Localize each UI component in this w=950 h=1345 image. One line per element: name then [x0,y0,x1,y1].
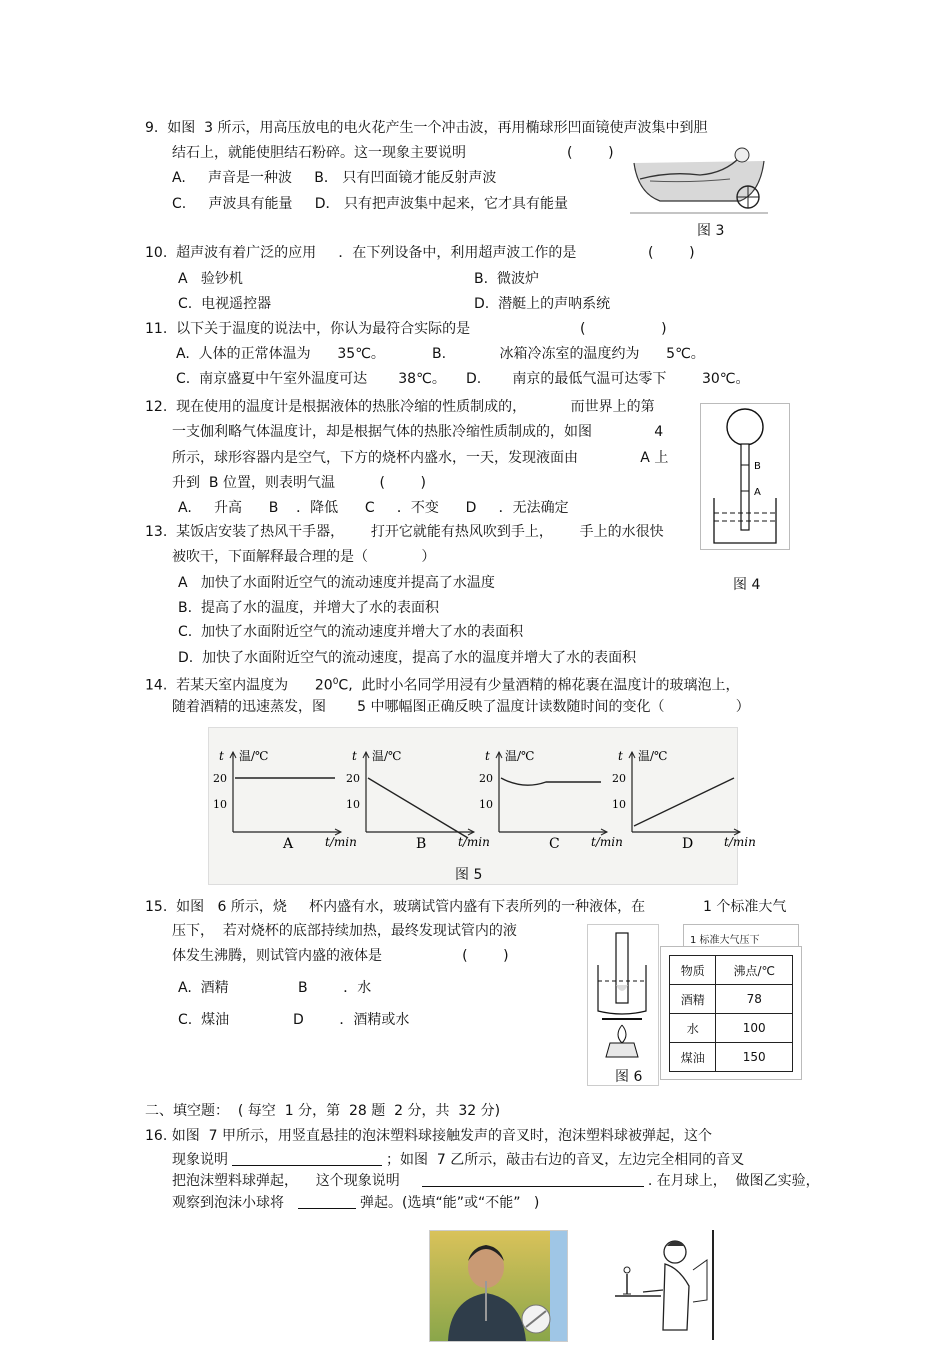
chart-t-label: t [219,749,224,763]
q9-line1: 9. 如图 3 所示，用高压放电的电火花产生一个冲击波，再用椭球形凹面镜使声波集中到胆 [145,120,708,136]
table-cell: 78 [716,985,793,1014]
chart-tick-label: 10 [612,798,626,811]
chart-tick-label: 10 [479,798,493,811]
q9-answer-paren: ( ) [567,145,614,161]
q16-blank-3[interactable] [298,1194,356,1209]
table-cell: 100 [716,1014,793,1043]
q16-blank-2[interactable] [422,1172,644,1187]
q12-line2: 一支伽利略气体温度计，却是根据气体的热胀冷缩性质制成的，如图 4 [172,424,664,440]
q16-line4: 观察到泡沫小球将 弹起。(选填“能”或“不能” ) [172,1195,540,1211]
q15-line2: 压下， 若对烧杯的底部持续加热，最终发现试管内的液 [172,923,517,939]
q10-option-a: A 验钞机 [178,271,243,287]
q16-line2: 现象说明 ；如图 7 乙所示，敲击右边的音叉，左边完全相同的音叉 [172,1152,745,1168]
q9-line2: 结石上，就能使胆结石粉碎。这一现象主要说明 [172,145,466,161]
q12-label-b: B [754,461,761,472]
q11-line1: 11. 以下关于温度的说法中，你认为最符合实际的是 [145,321,471,337]
boiling-point-table [669,955,793,1072]
chart-tick-label: 10 [213,798,227,811]
table-cell: 酒精 [670,985,716,1014]
chart-letter-label: A [283,836,294,852]
figure-3-caption: 图 3 [697,223,725,239]
chart-y-label: 温/℃ [239,749,269,763]
q12-line3: 所示，球形容器内是空气，下方的烧杯内盛水，一天，发现液面由 A 上 [172,450,669,466]
chart-y-label: 温/℃ [505,749,535,763]
q10-line1: 10. 超声波有着广泛的应用 ．在下列设备中，利用超声波工作的是 [145,245,577,261]
q10-option-d: D. 潜艇上的声呐系统 [474,296,611,312]
q9-options-ab: A. 声音是一种波 B． 只有凹面镜才能反射声波 [172,170,497,186]
q16-line3: 把泡沫塑料球弹起， 这个现象说明 . 在月球上， 做图乙实验， [172,1173,820,1189]
q15-option-a: A. 酒精 [178,980,229,996]
chart-t-label: t [485,749,490,763]
q15-option-d: D ．酒精或水 [293,1012,410,1028]
q12-label-a: A [754,487,761,498]
table-header-substance: 物质 [670,956,716,985]
boiling-point-table-box [660,946,802,1080]
figure-6-apparatus [587,924,659,1086]
table-cell: 煤油 [670,1043,716,1072]
boiling-point-table-title-box [683,924,799,947]
figure-3-bathtub-image [630,143,768,215]
figure-5-caption: 图 5 [455,867,483,883]
figure-4-caption: 图 4 [733,577,761,593]
q13-line2: 被吹干，下面解释最合理的是（ ） [172,549,436,565]
q13-option-c: C. 加快了水面附近空气的流动速度并增大了水的表面积 [178,624,524,640]
chart-tick-label: 20 [213,772,227,785]
q13-option-d: D. 加快了水面附近空气的流动速度，提高了水的温度并增大了水的表面积 [178,650,637,666]
q13-option-a: A 加快了水面附近空气的流动速度并提高了水温度 [178,575,495,591]
q10-option-c: C. 电视遥控器 [178,296,272,312]
chart-letter-label: D [682,836,694,852]
chart-series-line [501,778,601,785]
q11-option-a: A. 人体的正常体温为 35℃。 [176,346,385,362]
boiling-point-table-title: 1 标准大气压下 [690,935,760,946]
table-cell: 150 [716,1043,793,1072]
q15-option-c: C. 煤油 [178,1012,230,1028]
section-2-heading: 二、填空题： ( 每空 1 分，第 28 题 2 分，共 32 分) [145,1103,501,1119]
q11-answer-paren: ( ) [580,321,667,337]
q16-line1: 16. 如图 7 甲所示，用竖直悬挂的泡沫塑料球接触发声的音叉时，泡沫塑料球被弹起，这个 [145,1128,712,1144]
q11-option-b: B. 冰箱冷冻室的温度约为 5℃。 [432,346,705,362]
chart-x-label: t/min [591,835,623,849]
chart-series-line [634,778,734,826]
table-header-boiling-point: 沸点/℃ [716,956,793,985]
q13-line1: 13. 某饭店安装了热风干手器， 打开它就能有热风吹到手上， 手上的水很快 [145,524,664,540]
q15-option-b: B ．水 [298,980,372,996]
q10-answer-paren: ( ) [648,245,695,261]
chart-y-label: 温/℃ [372,749,402,763]
chart-tick-label: 20 [612,772,626,785]
q12-line1: 12. 现在使用的温度计是根据液体的热胀冷缩的性质制成的， 而世界上的第 [145,399,655,415]
q9-options-cd: C. 声波具有能量 D． 只有把声波集中起来，它才具有能量 [172,196,568,212]
chart-t-label: t [618,749,623,763]
figure-6-caption: 图 6 [615,1069,643,1085]
table-row [670,1043,793,1072]
q10-option-b: B. 微波炉 [474,271,539,287]
chart-series-line [368,778,468,838]
table-row [670,985,793,1014]
q14-line1: 14. 若某天室内温度为 $20^0C$, 此时小名同学用浸有少量酒精的棉花裹在温度计的玻璃泡上， [145,677,740,694]
figure-7a-photo [429,1230,568,1342]
chart-y-label: 温/℃ [638,749,668,763]
figure-7b-drawing [615,1230,717,1340]
chart-letter-label: C [549,836,560,852]
figure-4-galileo-thermometer [700,403,790,550]
q14-line2: 随着酒精的迅速蒸发，图 5 中哪幅图正确反映了温度计读数随时间的变化（ ） [172,699,750,715]
q11-option-d: D. 南京的最低气温可达零下 30℃。 [466,371,750,387]
chart-x-label: t/min [724,835,756,849]
table-row [670,1014,793,1043]
q13-option-b: B. 提高了水的温度，并增大了水的表面积 [178,600,439,616]
chart-t-label: t [352,749,357,763]
chart-tick-label: 20 [479,772,493,785]
chart-tick-label: 10 [346,798,360,811]
q16-blank-1[interactable] [232,1151,382,1166]
q15-line1: 15. 如图 6 所示，烧 杯内盛有水，玻璃试管内盛有下表所列的一种液体，在 1 个标准大气 [145,899,787,915]
q11-option-c: C. 南京盛夏中午室外温度可达 38℃。 [176,371,446,387]
chart-x-label: t/min [458,835,490,849]
chart-letter-label: B [416,836,427,852]
table-cell: 水 [670,1014,716,1043]
chart-tick-label: 20 [346,772,360,785]
q12-line4: 升到 B 位置，则表明气温 ( ) [172,475,426,491]
q12-options: A. 升高 B ．降低 C ．不变 D ．无法确定 [178,500,569,516]
figure-5-temperature-charts [208,727,756,885]
chart-x-label: t/min [325,835,357,849]
q15-line3: 体发生沸腾，则试管内盛的液体是 ( ) [172,948,509,964]
